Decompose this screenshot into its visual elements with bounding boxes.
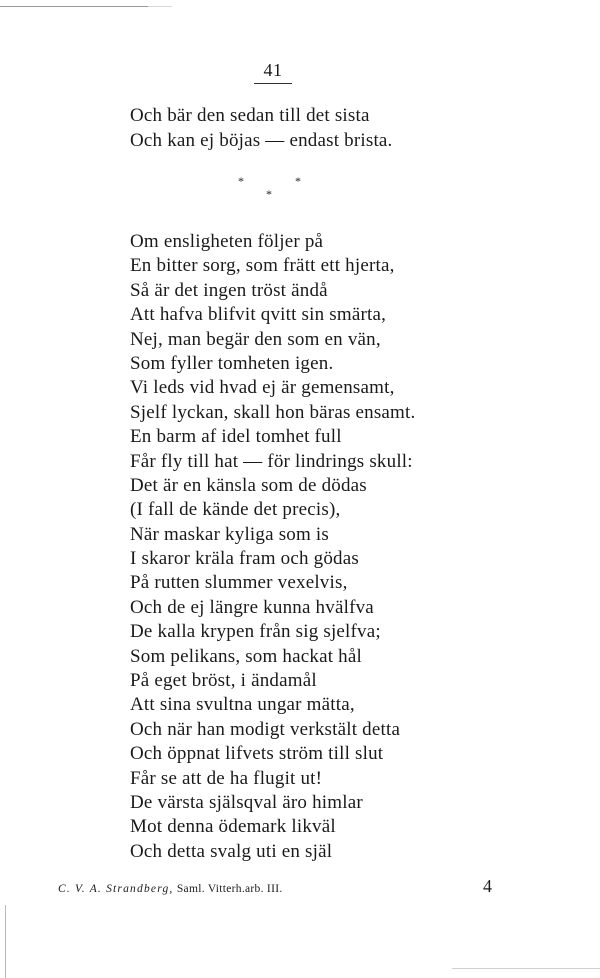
verse-line: I skaror kräla fram och gödas bbox=[130, 548, 359, 570]
verse-line: Som pelikans, som hackat hål bbox=[130, 645, 362, 667]
footer-signature-line bbox=[58, 881, 283, 897]
verse-line: Att hafva blifvit qvitt sin smärta, bbox=[130, 304, 387, 326]
verse-line: Så är det ingen tröst ändå bbox=[130, 279, 328, 301]
verse-line: Som fyller tomheten igen. bbox=[130, 352, 334, 374]
verse-line: På eget bröst, i ändamål bbox=[130, 670, 317, 692]
scan-bottom-edge bbox=[452, 968, 600, 969]
verse-line: (I fall de kände det precis), bbox=[130, 499, 341, 521]
verse-line: Och kan ej böjas — endast brista. bbox=[130, 130, 393, 151]
verse-line: Och bär den sedan till det sista bbox=[130, 105, 370, 126]
verse-line: En bitter sorg, som frätt ett hjerta, bbox=[130, 255, 395, 277]
asterism-star: * bbox=[295, 174, 301, 188]
asterism-star: * bbox=[266, 187, 272, 201]
asterism-star: * bbox=[238, 174, 244, 188]
verse-line: Och de ej längre kunna hvälfva bbox=[130, 596, 374, 618]
verse-line: Och detta svalg uti en själ bbox=[130, 840, 333, 862]
verse-line: Mot denna ödemark likväl bbox=[130, 816, 336, 838]
page-number-underline bbox=[254, 83, 292, 84]
stanza-main bbox=[130, 230, 415, 864]
printer-signature-mark: 4 bbox=[483, 876, 492, 896]
verse-line: De värsta själsqval äro himlar bbox=[130, 791, 363, 813]
verse-line: En barm af idel tomhet full bbox=[130, 426, 342, 448]
footer-author: C. V. A. Strandberg, bbox=[58, 883, 174, 895]
verse-line: Det är en känsla som de dödas bbox=[130, 474, 367, 496]
verse-line: Får se att de ha flugit ut! bbox=[130, 767, 323, 789]
verse-line: När maskar kyliga som is bbox=[130, 523, 329, 545]
verse-line: På rutten slummer vexelvis, bbox=[130, 572, 348, 594]
verse-line: Att sina svultna ungar mätta, bbox=[130, 694, 355, 716]
scan-top-rule bbox=[0, 6, 148, 7]
verse-line: Sjelf lyckan, skall hon bäras ensamt. bbox=[130, 401, 416, 423]
verse-line: Om ensligheten följer på bbox=[130, 231, 324, 252]
verse-line: Och när han modigt verkstält detta bbox=[130, 718, 401, 740]
verse-line: Och öppnat lifvets ström till slut bbox=[130, 743, 384, 765]
verse-line: Får fly till hat — för lindrings skull: bbox=[130, 450, 413, 472]
verse-line: Vi leds vid hvad ej är gemensamt, bbox=[130, 377, 395, 399]
scan-left-edge bbox=[5, 905, 6, 978]
footer-work: Saml. Vitterh.arb. III. bbox=[176, 883, 283, 895]
page-number: 41 bbox=[263, 60, 283, 80]
scan-top-rule-faint bbox=[148, 6, 172, 7]
stanza-top bbox=[130, 103, 393, 153]
verse-line: De kalla krypen från sig sjelfva; bbox=[130, 621, 381, 643]
verse-line: Nej, man begär den som en vän, bbox=[130, 328, 381, 350]
